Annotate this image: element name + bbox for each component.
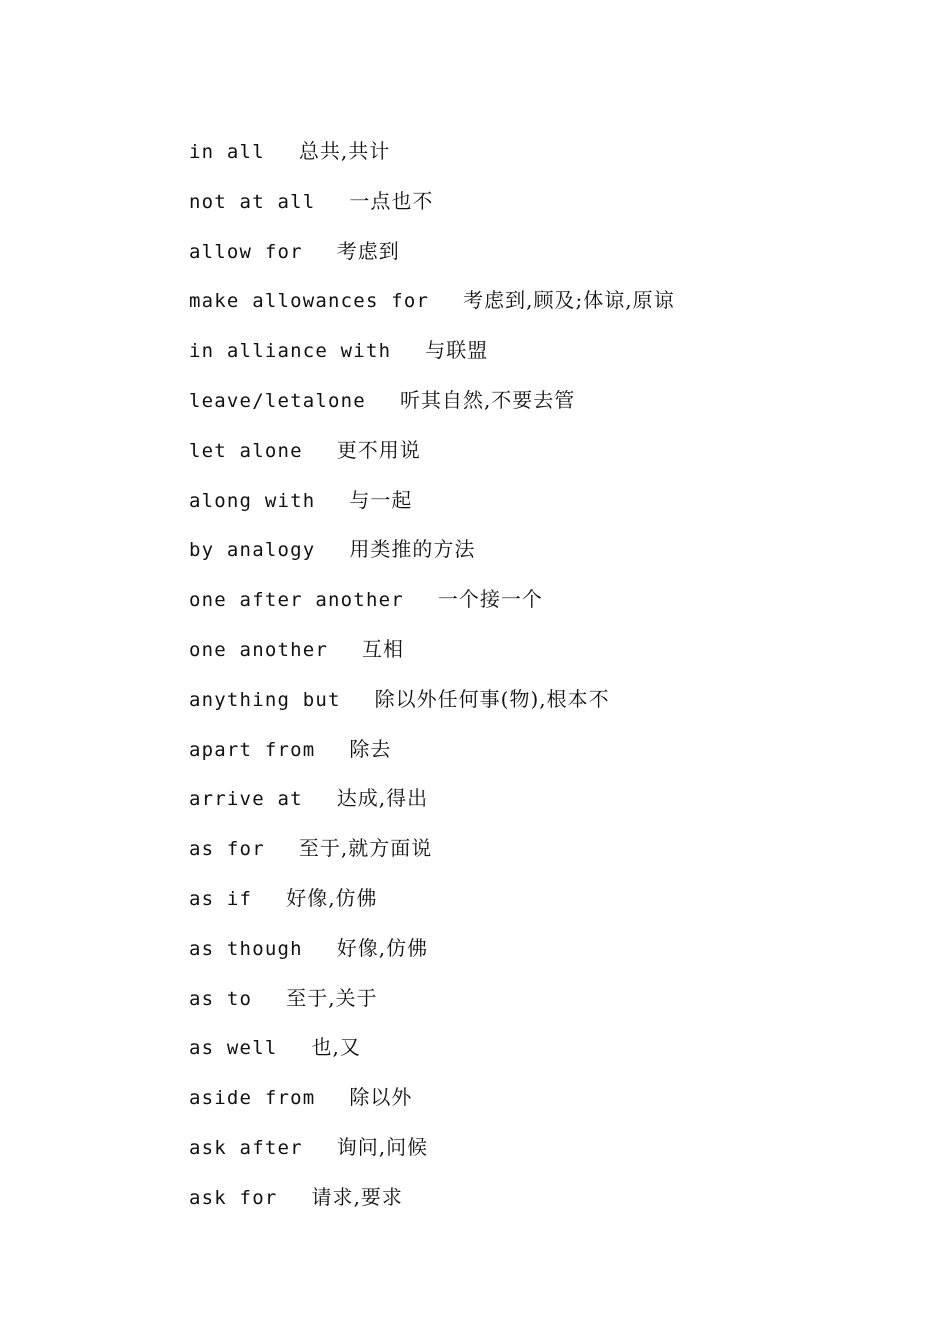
- phrase-text: by analogy: [189, 539, 316, 562]
- phrase-text: let alone: [189, 439, 303, 462]
- meaning-text: 至于,就方面说: [298, 836, 433, 861]
- meaning-text: 一点也不: [349, 188, 434, 213]
- meaning-text: 更不用说: [336, 437, 421, 462]
- phrase-text: allow for: [189, 240, 303, 263]
- phrase-text: ask after: [189, 1136, 303, 1159]
- list-item: [189, 136, 675, 186]
- meaning-text: 与一起: [349, 487, 413, 512]
- list-item: [189, 236, 675, 286]
- list-item: [189, 1182, 675, 1232]
- phrase-text: in all: [189, 141, 265, 163]
- list-item: [189, 385, 675, 435]
- list-item: [189, 933, 675, 983]
- phrase-text: apart from: [189, 738, 316, 761]
- list-item: [189, 186, 675, 236]
- meaning-text: 除以外任何事(物),根本不: [374, 686, 610, 711]
- phrase-text: as to: [189, 987, 253, 1010]
- phrase-text: leave/letalone: [189, 389, 366, 412]
- meaning-text: 好像,仿佛: [286, 885, 378, 910]
- meaning-text: 至于,关于: [286, 985, 378, 1010]
- phrase-text: as for: [189, 838, 265, 861]
- meaning-text: 一个接一个: [437, 587, 543, 612]
- list-item: [189, 734, 675, 784]
- meaning-text: 好像,仿佛: [336, 935, 429, 960]
- list-item: [189, 1082, 675, 1132]
- phrase-text: not at all: [189, 190, 316, 213]
- list-item: [189, 485, 675, 535]
- phrase-list: [189, 136, 675, 1232]
- list-item: [189, 435, 675, 485]
- list-item: [189, 1132, 675, 1182]
- meaning-text: 与联盟: [425, 338, 489, 363]
- list-item: [189, 584, 675, 634]
- meaning-text: 听其自然,不要去管: [399, 387, 576, 412]
- list-item: [189, 684, 675, 734]
- phrase-text: as though: [189, 937, 303, 960]
- meaning-text: 考虑到,顾及;体谅,原谅: [463, 288, 675, 313]
- list-item: [189, 534, 675, 584]
- meaning-text: 也,又: [311, 1035, 361, 1060]
- phrase-text: make allowances for: [189, 290, 430, 313]
- list-item: [189, 983, 675, 1033]
- phrase-text: in alliance with: [189, 340, 392, 363]
- list-item: [189, 783, 675, 833]
- list-item: [189, 883, 675, 933]
- meaning-text: 请求,要求: [311, 1184, 403, 1209]
- list-item: [189, 335, 675, 385]
- meaning-text: 考虑到: [336, 238, 400, 263]
- phrase-text: arrive at: [189, 788, 303, 811]
- list-item: [189, 833, 675, 883]
- phrase-text: as well: [189, 1037, 278, 1060]
- meaning-text: 除以外: [349, 1085, 413, 1110]
- meaning-text: 互相: [362, 636, 405, 661]
- meaning-text: 总共,共计: [298, 139, 391, 163]
- meaning-text: 除去: [349, 736, 392, 761]
- phrase-text: ask for: [189, 1186, 278, 1209]
- list-item: [189, 1032, 675, 1082]
- phrase-text: along with: [189, 489, 316, 512]
- meaning-text: 用类推的方法: [349, 537, 476, 562]
- phrase-text: aside from: [189, 1087, 316, 1110]
- list-item: [189, 285, 675, 335]
- phrase-text: one another: [189, 638, 329, 661]
- meaning-text: 询问,问候: [336, 1134, 429, 1159]
- phrase-text: as if: [189, 887, 253, 910]
- phrase-text: anything but: [189, 688, 341, 711]
- list-item: [189, 634, 675, 684]
- phrase-text: one after another: [189, 589, 404, 612]
- meaning-text: 达成,得出: [336, 786, 429, 811]
